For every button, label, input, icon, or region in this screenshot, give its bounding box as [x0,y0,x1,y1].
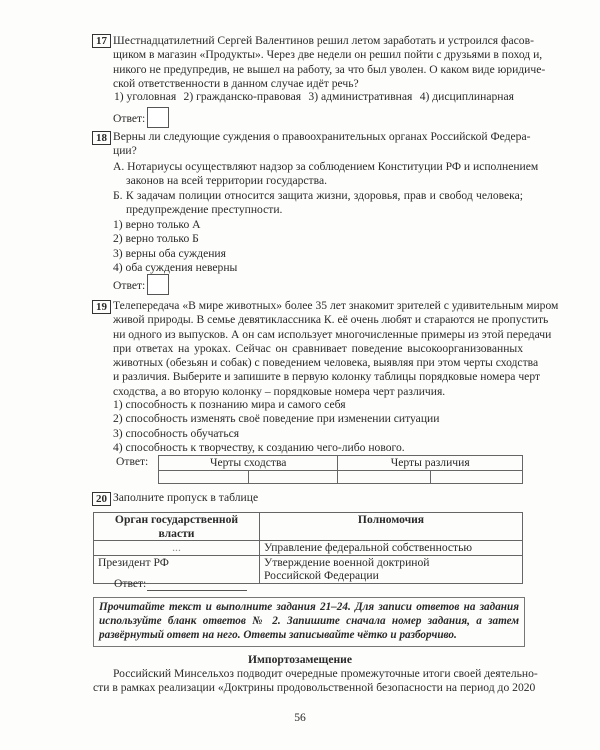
question-19-options [113,398,439,455]
table-cell: Утверждение военной доктриной Российской Федерации [260,555,523,583]
answer-label: Ответ: [114,577,147,590]
text-line: никого не предупредив, не вышел на работу, за что был уволен. О каком виде юридиче- [113,62,546,76]
statement-b [113,189,523,218]
table-cell: Президент РФ [94,555,260,583]
question-number-20: 20 [92,492,111,506]
option: 2) гражданско-правовая [183,90,302,103]
text-line: и различия. Выберите и запишите в первую колонку таблицы порядковые номера черт [113,370,541,384]
text-line: при ответах на уроках. Сейчас он сравнивает поведение высокоорганизованных [113,341,523,355]
question-17-options [114,90,514,104]
text-line: животных (обезьян и собак) с поведением человека, выявляя при этом черты сходства [113,356,539,370]
answer-label: Ответ: [113,279,146,292]
table-row [94,541,523,556]
answer-box-17[interactable] [147,107,169,128]
answer-label: Ответ: [113,112,146,125]
text-line: Телепередача «В мире животных» более 35 лет знакомит зрителей с удивительным миром [113,299,559,312]
page-number: 56 [294,711,306,724]
statement-a [113,160,539,189]
text-line: ции? [113,144,137,158]
text-line: щиком в магазин «Продукты». Через две недели он решил пойти с друзьями в поход и, [113,48,543,62]
answer-cell[interactable] [159,470,249,483]
table-cell: ... [94,541,260,556]
question-number-19: 19 [92,300,111,314]
table-header: Черты различия [338,456,523,471]
text-line: сходства, а во вторую колонку – порядковые номера черт различия. [113,384,446,398]
text-line: законов на всей территории государства. [126,174,327,188]
option: 1) способность к познанию мира и самого себя [113,398,346,411]
question-20-prompt: Заполните пропуск в таблице [113,491,259,504]
question-18-text [113,130,531,159]
answer-cell[interactable] [248,470,338,483]
text-line: Б. К задачам полиции относится защита жизни, здоровья, прав и свобод человека; [113,189,523,202]
instructions-box: Прочитайте текст и выполните задания 21–24. Для записи ответов на задания используйте бланк ответов № 2. Запишите сначала номер задания, а затем развёрнутый ответ на него. Ответы записывайте чётко и разборчиво. [93,597,525,647]
question-19-text [113,299,559,399]
text-line: живой природы. В семье девятиклассника К. её очень любят и стараются не пропустить [113,313,549,327]
answer-box-18[interactable] [147,274,169,295]
option: 2) верно только Б [113,232,199,246]
article-text [93,667,538,696]
answer-cell[interactable] [430,470,522,483]
answer-label: Ответ: [116,455,149,468]
option: 4) дисциплинарная [419,90,514,103]
question-number-18: 18 [92,131,111,145]
question-18-options [113,218,237,275]
question-20-table [93,512,523,584]
text-line: Российский Минсельхоз подводит очередные промежуточные итоги своей деятельно- [113,667,538,680]
table-row [94,555,523,583]
option: 1) верно только А [113,218,201,231]
text-line: А. Нотариусы осуществляют надзор за соблюдением Конституции РФ и исполнением [113,160,539,173]
table-header: Орган государственной власти [94,513,260,541]
option: 3) верны оба суждения [113,246,226,260]
text-line: сти в рамках реализации «Доктрины продовольственной безопасности на период до 2020 [93,681,536,695]
question-number-17: 17 [92,34,111,48]
text-line: ской ответственности в данном случае идёт речь? [113,76,359,90]
option: 4) оба суждения неверны [113,260,238,274]
article-title: Импортозамещение [248,653,352,666]
table-header: Полномочия [260,513,523,541]
option: 3) административная [308,90,413,103]
answer-table-19 [158,455,523,484]
text-line: ни одного из выпусков. А он сам использует многочисленные примеры из этой передачи [113,327,552,341]
option: 2) способность изменять своё поведение при изменении ситуации [113,412,440,426]
answer-line-20[interactable] [147,590,247,591]
text-line: предупреждение преступности. [126,203,283,217]
option: 3) способность обучаться [113,426,240,440]
table-header: Черты сходства [159,456,338,471]
text-line: Верны ли следующие суждения о правоохранительных органах Российской Федера- [113,130,531,143]
answer-cell[interactable] [338,470,430,483]
question-17-text [113,34,546,91]
text-line: Шестнадцатилетний Сергей Валентинов решил летом заработать и устроился фасов- [113,34,534,47]
option: 4) способность к творчеству, к созданию чего-либо нового. [113,440,405,454]
option: 1) уголовная [114,90,177,103]
table-cell: Управление федеральной собственностью [260,541,523,556]
